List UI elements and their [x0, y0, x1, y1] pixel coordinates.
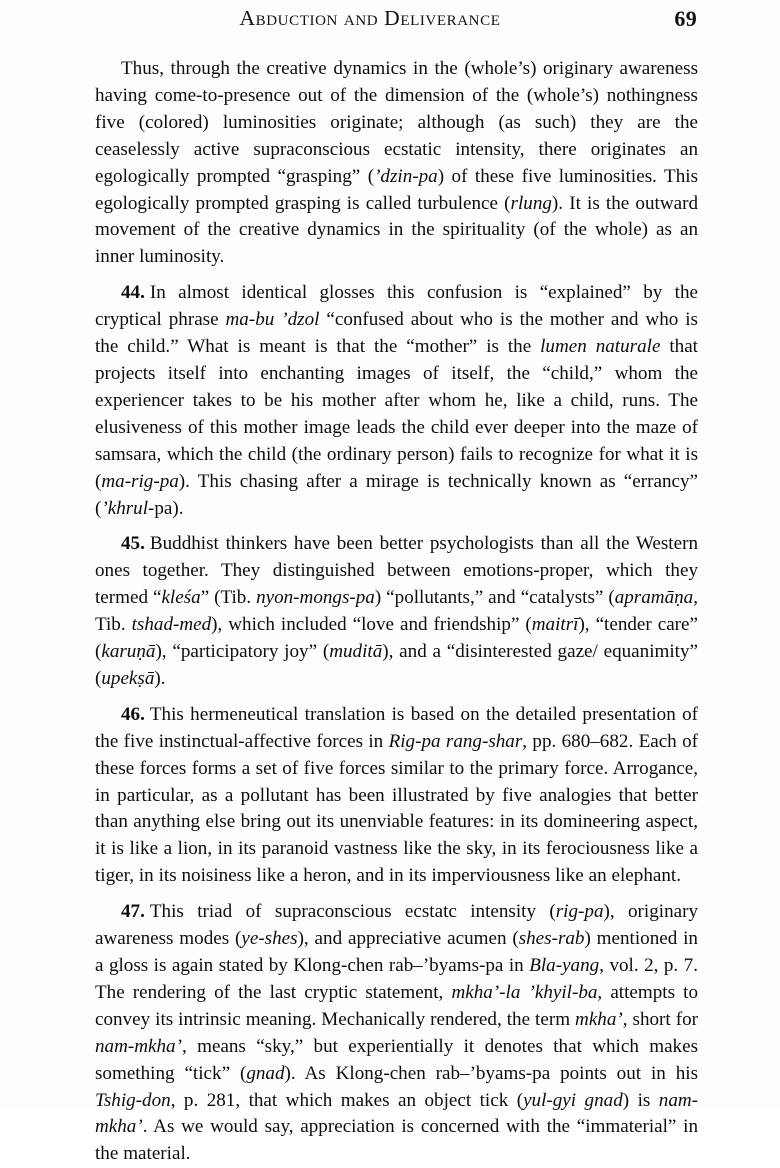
term-klesa: kleśa — [161, 587, 201, 609]
term-nam-mkha-2: nam-mkha’ — [95, 1089, 699, 1138]
note-number: 45. — [121, 533, 145, 555]
note-45: 45. Buddhist thinkers have been better psychologists than all the Western ones together. They distinguished between emotions-proper, which they termed “kleśa” (Tib. nyon-mongs-pa) “pollutants,” and “catalysts” (apramāṇa, Tib. tshad-med), which included “love and friendship” (maitrī), “tender care” (karuṇā), “participatory joy” (muditā), and a “disinterested gaze/ equanimity” (upekṣā). — [95, 533, 698, 689]
term-karuna: karuṇā — [101, 641, 156, 663]
page-number: 69 — [674, 6, 697, 31]
term-khrul: ’khrul — [101, 497, 149, 519]
term-upeksa: upekṣā — [101, 667, 155, 689]
term-dzin-pa: ’dzin-pa — [374, 165, 438, 187]
term-shes-rab: shes-rab — [518, 928, 585, 950]
term-rig-pa: rig-pa — [555, 901, 604, 923]
term-mkha-la-khyil-ba: mkha’-la ’khyil-ba — [451, 981, 598, 1003]
term-ye-shes: ye-shes — [241, 928, 298, 950]
note-47: 47. This triad of supraconscious ecstatc intensity (rig-pa), originary awareness modes (ye-shes), and appreciative acumen (shes-rab) mentioned in a gloss is again stated by Klong-chen rab–’byams-pa in Bla-yang, vol. 2, p. 7. The rendering of the last cryptic statement, mkha’-la ’khyil-ba, attempts to convey its intrinsic meaning. Mechanically rendered, the term mkha’, short for nam-mkha’, means “sky,” but experientially it denotes that which makes something “tick” (gnad). As Klong-chen rab–’byams-pa points out in his Tshig-don, p. 281, that which makes an object tick (yul-gyi gnad) is nam-mkha’. As we would say, appreciation is concerned with the “immaterial” in the material. — [95, 901, 699, 1165]
term-yul-gyi-gnad: yul-gyi gnad — [523, 1089, 623, 1111]
note-46: 46. This hermeneutical translation is based on the detailed presentation of the five instinctual-affective forces in Rig-pa rang-shar, pp. 680–682. Each of these forces forms a set of five forces similar to the primary force. Arrogance, in particular, as a pollutant has been illustrated by five analogies that better than anything else bring out its unenviable features: in its domineering aspect, it is like a lion, in its paranoid vastness like the sky, in its ferociousness like a tiger, in its noisiness like a heron, and in its imperviousness like an elephant. — [95, 703, 698, 887]
note-number: 46. — [121, 703, 145, 725]
note-44: 44. In almost identical glosses this confusion is “explained” by the cryptical phrase ma-bu ’dzol “confused about who is the mother and who is the child.” What is meant is that the “mother” is the lumen naturale that projects itself into enchanting images of itself, the “child,” whom the experiencer takes to be his mother after whom he, like a child, runs. The elusiveness of this mother image leads the child ever deeper into the maze of samsara, which the child (the ordinary person) fails to recognize for what it is (ma-rig-pa). This chasing after a mirage is technically known as “errancy” (’khrul-pa). — [95, 282, 698, 519]
term-apramana: apramāṇa — [614, 587, 694, 609]
paragraph-continuation: Thus, through the creative dynamics in the (whole’s) originary awareness having come-to-presence out of the dimension of the (whole’s) nothingness five (colored) luminosities originate; although (as such) they are the ceaselessly active supraconscious ecstatic intensity, there originates an egologically prompted “grasping” (’dzin-pa) of these five luminosities. This egologically prompted grasping is called turbulence (rlung). It is the outward movement of the creative dynamics in the spirituality (of the whole) as an inner luminosity. — [95, 58, 698, 268]
title-rig-pa-rang-shar: Rig-pa rang-shar — [388, 730, 523, 752]
term-nyon-mongs-pa: nyon-mongs-pa — [256, 587, 375, 609]
term-gnad: gnad — [246, 1062, 285, 1084]
term-ma-rig-pa: ma-rig-pa — [101, 470, 179, 492]
term-tshad-med: tshad-med — [131, 614, 212, 636]
running-head — [95, 6, 697, 36]
note-number: 47. — [121, 901, 145, 923]
term-mudita: muditā — [329, 641, 383, 663]
term-maitri: maitrī — [531, 614, 579, 636]
title-tshig-don: Tshig-don — [95, 1089, 171, 1111]
term-nam-mkha: nam-mkha’ — [95, 1035, 182, 1057]
term-ma-bu-dzol: ma-bu ’dzol — [225, 309, 320, 331]
term-rlung: rlung — [510, 192, 552, 214]
term-mkha: mkha’ — [575, 1008, 623, 1030]
note-number: 44. — [121, 282, 145, 304]
page-title: Abduction and Deliverance — [239, 6, 501, 30]
term-lumen-naturale: lumen naturale — [540, 336, 661, 358]
text-block — [95, 56, 698, 1168]
title-bla-yang: Bla-yang — [529, 955, 600, 976]
